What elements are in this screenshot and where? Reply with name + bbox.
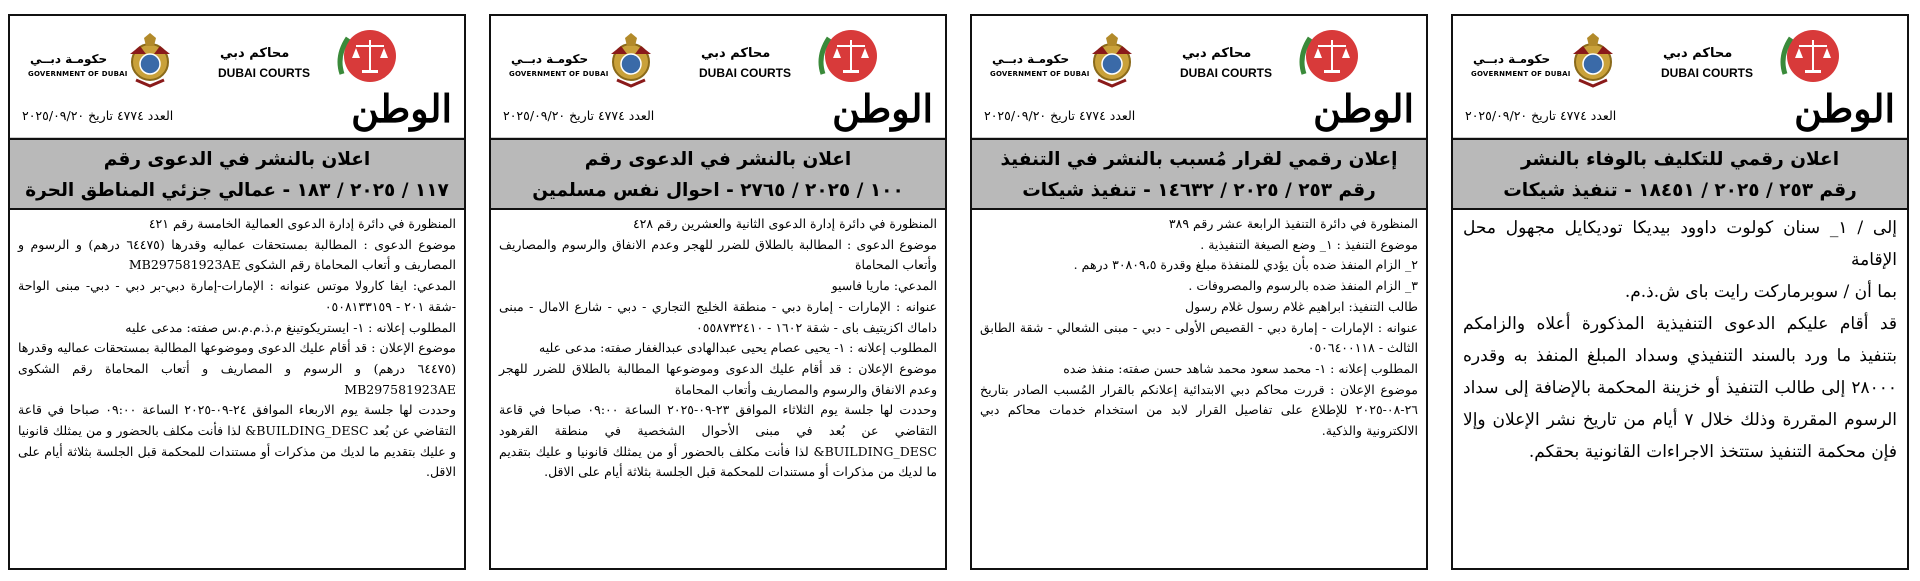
notice-title-line: اعلان بالنشر في الدعوى رقم (584, 149, 852, 170)
notice-paragraph: موضوع الإعلان : قد أقام عليك الدعوى وموضوعها المطالبة بالطلاق للضرر للهجر وعدم الانفاق والرسوم والمصاريف وأتعاب المحاماة (499, 360, 937, 397)
notice-payment-order (1451, 14, 1909, 570)
notice-paragraph: موضوع الدعوى : المطالبة بالطلاق للضرر للهجر وعدم الانفاق والرسوم والمصاريف وأتعاب المحاماة (499, 236, 937, 273)
notice-paragraph: عنوانه : الإمارات - إمارة دبي - منطقة الخليج التجاري - دبي - شارع الامال - مبنى داماك اكزيتيف باى - شقة ١٦٠٢ - ٠٥٥٨٧٣٢٤١٠ (499, 298, 937, 335)
notice-body (10, 210, 464, 483)
government-en-label: GOVERNMENT OF DUBAI (1471, 70, 1571, 78)
government-en-label: GOVERNMENT OF DUBAI (509, 70, 609, 78)
notice-paragraph: ٢_ الزام المنفذ ضده بأن يؤدي للمنفذة مبلغ وقدرة ٣٠٨٠٩،٥ درهم . (1073, 257, 1418, 273)
notice-header (491, 16, 945, 138)
notice-paragraph: المطلوب إعلانه : ١- ايستريكوتينغ م.ذ.م.م.س صفته: مدعى عليه (125, 319, 456, 335)
dubai-courts-logo (691, 24, 881, 90)
scales-of-justice-icon (334, 26, 398, 86)
issue-number-date: العدد ٤٧٧٤ تاريخ ٢٠٢٥/٠٩/٢٠ (984, 108, 1136, 123)
notice-body (491, 210, 945, 483)
issue-number-date: العدد ٤٧٧٤ تاريخ ٢٠٢٥/٠٩/٢٠ (22, 108, 174, 123)
falcon-emblem-icon (126, 32, 174, 88)
notice-paragraph: المدعي: ماريا فاسيو (831, 278, 937, 294)
notice-paragraph: موضوع الدعوى : المطالبة بمستحقات عماليه وقدرها (٦٤٤٧٥ درهم) و الرسوم و المصاريف و أتعاب المحاماة رقم الشكوى MB297581923AE (18, 236, 456, 273)
notice-title-line: إعلان رقمي لقرار مُسبب بالنشر في التنفيذ (1000, 149, 1398, 170)
notice-title (10, 138, 464, 210)
notice-paragraph: وحددت لها جلسة يوم الثلاثاء الموافق ٢٣-٠٩-٢٠٢٥ الساعة ٠٩:٠٠ صباحا في قاعة التقاضي عن بُعد في مبنى الأحوال الشخصية في منطقة القرهود BUILDING_DESC& لذا فأنت مكلف بالحضور أو من يمثلك قانونيا و عليك بتقديم ما لديك من مذكرات أو مستندات للمحكمة قبل الجلسة بثلاثة أيام على الاقل. (499, 402, 937, 480)
newspaper-masthead: الوطن (832, 86, 933, 131)
notice-title-line: اعلان بالنشر في الدعوى رقم (103, 149, 371, 170)
notice-header (1453, 16, 1907, 138)
notice-paragraph: المطلوب إعلانه : ١- يحيى عصام يحيى عبدالهادى عبدالغفار صفته: مدعى عليه (539, 340, 937, 356)
scales-of-justice-icon (1777, 26, 1841, 86)
notice-paragraph: المطلوب إعلانه : ١- محمد سعود محمد شاهد حسن صفته: منفذ ضده (1063, 360, 1418, 376)
notice-paragraph: قد أقام عليكم الدعوى التنفيذية المذكورة أعلاه والزامكم بتنفيذ ما ورد بالسند التنفيذي وسداد المبلغ المنفذ به وقدره ٢٨٠٠٠ إلى طالب التنفيذ أو خزينة المحكمة بالإضافة إلى سداد الرسوم المقررة وذلك خلال ٧ أيام من تاريخ نشر الإعلان وإلا فإن محكمة التنفيذ ستتخذ الاجراءات القانونية بحقكم. (1463, 314, 1897, 462)
notice-paragraph: إلى / ١_ سنان كولوت داوود بيديكا توديكايل مجهول محل الإقامة (1463, 218, 1897, 270)
notice-body (972, 210, 1426, 442)
courts-en-label: DUBAI COURTS (218, 66, 310, 80)
courts-ar-label: محاكم دبي (220, 46, 290, 61)
falcon-emblem-icon (1088, 32, 1136, 88)
courts-en-label: DUBAI COURTS (1661, 66, 1753, 80)
notice-paragraph: عنوانه : الإمارات - إمارة دبي - القصيص الأولى - دبي - مبنى الشعالي - شقة الطابق الثالث - ٠٥٠٦٤٠٠١١٨ (980, 319, 1418, 356)
government-ar-label: حكومـة دبــي (1473, 52, 1551, 66)
courts-ar-label: محاكم دبي (701, 46, 771, 61)
scales-of-justice-icon (815, 26, 879, 86)
notice-paragraph: طالب التنفيذ: ابراهيم غلام رسول غلام رسول (1185, 298, 1418, 314)
newspaper-masthead: الوطن (351, 86, 452, 131)
dubai-courts-logo (210, 24, 400, 90)
notice-case-number: ١١٧ / ٢٠٢٥ / ١٨٣ - عمالي جزئي المناطق الحرة (25, 180, 449, 201)
government-en-label: GOVERNMENT OF DUBAI (28, 70, 128, 78)
issue-number-date: العدد ٤٧٧٤ تاريخ ٢٠٢٥/٠٩/٢٠ (503, 108, 655, 123)
notice-case-number: رقم ٢٥٣ / ٢٠٢٥ / ١٨٤٥١ - تنفيذ شيكات (1503, 180, 1857, 201)
government-en-label: GOVERNMENT OF DUBAI (990, 70, 1090, 78)
government-ar-label: حكومـة دبــي (30, 52, 108, 66)
notice-paragraph: بما أن / سوبرماركت رايت باى ش.ذ.م. (1624, 282, 1897, 302)
dubai-courts-logo (1653, 24, 1843, 90)
notice-paragraph: موضوع الإعلان : قد أقام عليك الدعوى وموضوعها المطالبة بمستحقات عماليه وقدرها (٦٤٤٧٥ درهم) و الرسوم و المصاريف و أتعاب المحاماة رقم الشكوى MB297581923AE (18, 340, 456, 397)
notice-title-line: اعلان رقمي للتكليف بالوفاء بالنشر (1520, 149, 1840, 170)
notice-case-number: رقم ٢٥٣ / ٢٠٢٥ / ١٤٦٣٢ - تنفيذ شيكات (1022, 180, 1376, 201)
dubai-courts-logo (1172, 24, 1362, 90)
notice-labour-case (8, 14, 466, 570)
notice-paragraph: ٣_ الزام المنفذ ضده بالرسوم والمصروفات . (1188, 278, 1418, 294)
courts-ar-label: محاكم دبي (1663, 46, 1733, 61)
government-of-dubai-logo (986, 26, 1136, 92)
notice-title (972, 138, 1426, 210)
falcon-emblem-icon (607, 32, 655, 88)
issue-number-date: العدد ٤٧٧٤ تاريخ ٢٠٢٥/٠٩/٢٠ (1465, 108, 1617, 123)
government-of-dubai-logo (505, 26, 655, 92)
newspaper-masthead: الوطن (1313, 86, 1414, 131)
courts-ar-label: محاكم دبي (1182, 46, 1252, 61)
notice-execution-decision (970, 14, 1428, 570)
notice-paragraph: المنظورة في دائرة إدارة الدعوى العمالية الخامسة رقم ٤٢١ (148, 216, 456, 231)
scales-of-justice-icon (1296, 26, 1360, 86)
notice-header (972, 16, 1426, 138)
notice-paragraph: موضوع التنفيذ : ١_ وضع الصيغة التنفيذية . (1200, 236, 1418, 252)
courts-en-label: DUBAI COURTS (699, 66, 791, 80)
notice-title (491, 138, 945, 210)
notice-title (1453, 138, 1907, 210)
notice-case-number: ١٠٠ / ٢٠٢٥ / ٢٧٦٥ - احوال نفس مسلمين (532, 180, 904, 201)
government-ar-label: حكومـة دبــي (511, 52, 589, 66)
falcon-emblem-icon (1569, 32, 1617, 88)
notice-paragraph: المنظورة في دائرة التنفيذ الرابعة عشر رقم ٣٨٩ (1168, 216, 1418, 231)
notice-header (10, 16, 464, 138)
government-of-dubai-logo (1467, 26, 1617, 92)
notice-paragraph: المدعي: ايفا كارولا موتس عنوانه : الإمارات-إمارة دبي-بر دبي - دبي- مبنى الواحة -شقة ٢٠١ - ٠٥٠٨١٣٣١٥٩ (18, 278, 456, 314)
notice-body (1453, 210, 1907, 468)
courts-en-label: DUBAI COURTS (1180, 66, 1272, 80)
notice-paragraph: المنظورة في دائرة إدارة الدعوى الثانية والعشرين رقم ٤٢٨ (632, 216, 937, 231)
newspaper-masthead: الوطن (1794, 86, 1895, 131)
government-ar-label: حكومـة دبــي (992, 52, 1070, 66)
notice-paragraph: وحددت لها جلسة يوم الاربعاء الموافق ٢٤-٠٩-٢٠٢٥ الساعة ٠٩:٠٠ صباحا في قاعة التقاضي عن بُعد BUILDING_DESC& لذا فأنت مكلف بالحضور و من يمثلك قانونيا و عليك بتقديم ما لديك من مذكرات أو مستندات للمحكمة قبل الجلسة بثلاثة أيام على الاقل. (18, 402, 456, 480)
notice-personal-status-case (489, 14, 947, 570)
government-of-dubai-logo (24, 26, 174, 92)
notice-paragraph: موضوع الإعلان : قررت محاكم دبي الابتدائية إعلانكم بالقرار المُسبب الصادر بتاريخ ٢٦-٠٨-٢٠٢٥ للإطلاع على تفاصيل القرار لابد من استخدام خدمات محاكم دبي الالكترونية والذكية. (980, 381, 1418, 439)
